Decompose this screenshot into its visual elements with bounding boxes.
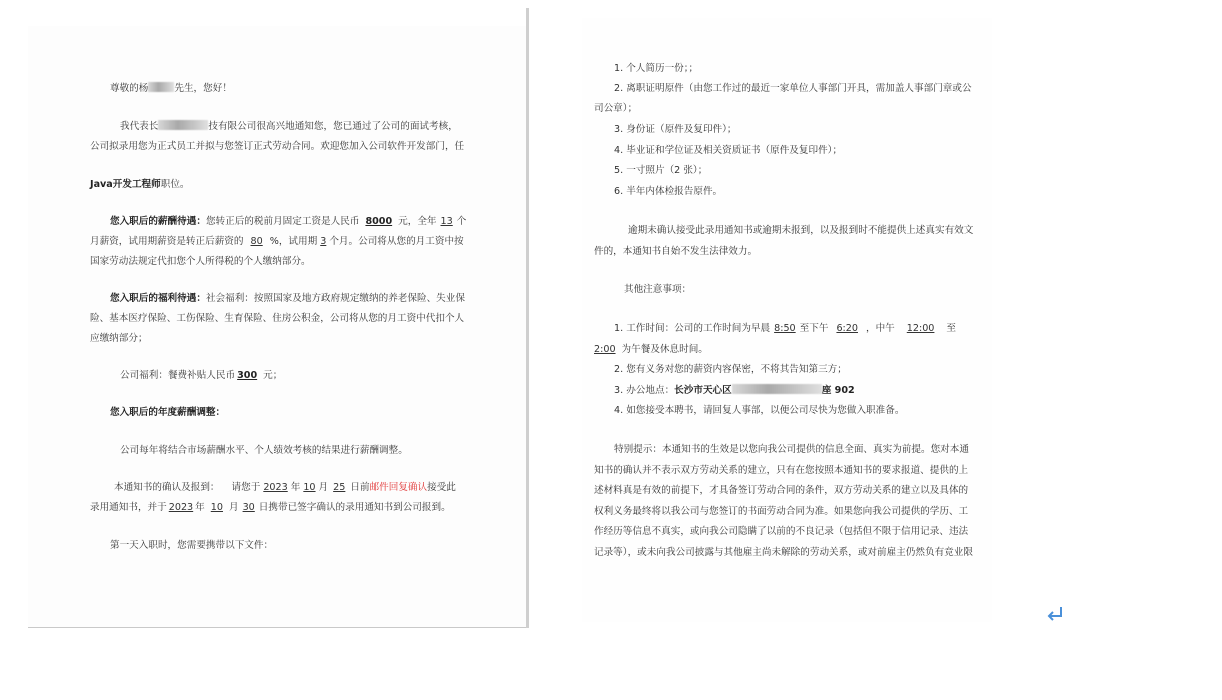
- doc-item-2-cont: 司公章）；: [594, 103, 638, 114]
- confirm-heading: 本通知书的确认及报到：: [114, 482, 220, 493]
- email-reply-confirm: 邮件回复确认: [369, 482, 428, 493]
- first-day-line: 第一天入职时，您需要携带以下文件：: [110, 540, 274, 551]
- salary-text-a: 您转正后的税前月固定工资是人民币: [205, 216, 360, 227]
- doc-item-6: 6. 半年内体检报告原件。: [614, 186, 723, 197]
- salary-text-d: 月薪资，试用期薪资是转正后薪资的: [90, 236, 244, 247]
- salary-text-e: %，试用期: [269, 236, 318, 247]
- special-line-3: 述材料真是有效的前提下，才具备签订劳动合同的条件，双方劳动关系的建立以及具体的: [594, 485, 969, 496]
- return-arrow-icon: [1044, 604, 1066, 626]
- company-welfare-line: [120, 369, 282, 382]
- job-title-suffix: 职位。: [160, 179, 190, 190]
- welfare-line-2: 险、基本医疗保险、工伤保险、生育保险、住房公积金，公司将从您的月工资中代扣个人: [90, 313, 465, 324]
- doc-item-3: 3. 身份证（原件及复印件）；: [614, 124, 737, 135]
- doc-item-4: 4. 毕业证和学位证及相关资质证书（原件及复印件）；: [614, 145, 843, 156]
- report-day: 30: [242, 502, 255, 513]
- noon-start-time: 12:00: [906, 323, 935, 334]
- end-time: 6:20: [836, 323, 858, 334]
- confidential-line: 2. 您有义务对您的薪资内容保密，不将其告知第三方；: [614, 364, 847, 375]
- meal-allowance-label: 公司福利：餐费补贴人民币: [120, 370, 236, 381]
- worktime-line-1: [614, 322, 956, 335]
- adjust-text: 公司每年将结合市场薪酬水平、个人绩效考核的结果进行薪酬调整。: [120, 445, 408, 456]
- reply-line: 4. 如您接受本聘书，请回复人事部，以便公司尽快为您做入职准备。: [614, 405, 905, 416]
- redacted-address: [732, 384, 822, 394]
- worktime-line-2: [594, 343, 708, 356]
- special-line-6: 记录等），或未向我公司披露与其他雇主尚未解除的劳动关系，或对前雇主仍然负有竞业限: [594, 547, 973, 558]
- adjust-heading: 您入职后的年度薪酬调整：: [110, 407, 226, 418]
- redacted-company: [158, 120, 208, 130]
- intro-suffix: 技有限公司很高兴地通知您，您已通过了公司的面试考核，: [208, 121, 458, 132]
- doc-item-5: 5. 一寸照片（2 张）；: [614, 165, 708, 176]
- intro-line-2: 公司拟录用您为正式员工并拟与您签订正式劳动合同。欢迎您加入公司软件开发部门，任: [90, 141, 465, 152]
- intro-prefix: 我代表长: [120, 121, 159, 132]
- report-year: 2023: [168, 502, 194, 513]
- doc-item-2: 2. 离职证明原件（由您工作过的最近一家单位人事部门开具，需加盖人事部门章或公: [614, 83, 972, 94]
- job-title: Java开发工程师: [90, 179, 161, 190]
- intro-line-1: [120, 120, 458, 133]
- salary-months: 13: [440, 216, 453, 227]
- to-afternoon: 至下午: [799, 323, 829, 334]
- salary-line-2: [90, 235, 464, 248]
- document-page-right: [582, 18, 992, 622]
- before-date-text: 日前: [350, 482, 370, 493]
- probation-months: 3: [320, 236, 327, 247]
- probation-percent: 80: [250, 236, 263, 247]
- office-label: 3. 办公地点：: [614, 385, 675, 396]
- greeting-suffix: 先生，您好！: [174, 83, 232, 94]
- worktime-label: 1. 工作时间：公司的工作时间为早晨: [614, 323, 771, 334]
- special-line-5: 作经历等信息不真实，或向我公司隐瞒了以前的不良记录（包括但不限于信用记录、违法: [594, 526, 969, 537]
- salary-text-b: 元，全年: [398, 216, 437, 227]
- overdue-line-1: 逾期未确认接受此录用通知书或逾期未报到，以及报到时不能提供上述真实有效文: [628, 225, 974, 236]
- office-line: [614, 384, 855, 397]
- special-line-1: 特别提示：本通知书的生效是以您向我公司提供的信息全面、真实为前提。您对本通: [614, 444, 969, 455]
- office-address-start: 长沙市天心区: [674, 385, 732, 396]
- salary-line-3: 国家劳动法规定代扣您个人所得税的个人缴纳部分。: [90, 256, 311, 267]
- welfare-text-1: 社会福利：按照国家及地方政府规定缴纳的养老保险、失业保: [205, 293, 465, 304]
- confirm-year: 2023: [263, 482, 288, 493]
- page-divider: [526, 8, 529, 628]
- doc-item-1: 1. 个人简历一份；；: [614, 63, 699, 74]
- noon-end-time: 2:00: [594, 344, 616, 355]
- welfare-line-3: 应缴纳部分；: [90, 333, 148, 344]
- confirm-text-b: 请您于: [231, 482, 261, 493]
- welfare-heading: 您入职后的福利待遇：: [110, 293, 206, 304]
- month-unit: 月: [318, 482, 329, 493]
- overdue-line-2: 件的，本通知书自始不发生法律效力。: [594, 246, 758, 257]
- month-unit-2: 月: [228, 502, 239, 513]
- confirm-line-2: [90, 501, 451, 514]
- report-month: 10: [210, 502, 223, 513]
- office-address-end: 座 902: [821, 385, 855, 396]
- salary-text-f: 个月。公司将从您的月工资中按: [329, 236, 464, 247]
- intro-line-3: [90, 178, 190, 191]
- start-time: 8:50: [774, 323, 796, 334]
- welfare-line-1: [110, 292, 465, 305]
- confirm-month: 10: [303, 482, 316, 493]
- year-unit: 年: [290, 482, 301, 493]
- year-unit-2: 年: [195, 502, 205, 513]
- accept-text: 接受此: [427, 482, 456, 493]
- document-page-left: [28, 26, 526, 628]
- notes-heading: 其他注意事项：: [624, 284, 692, 295]
- meal-allowance-unit: 元；: [263, 370, 283, 381]
- special-line-2: 知书的确认并不表示双方劳动关系的建立，只有在您按照本通知书的要求报道、提供的上: [594, 465, 969, 476]
- salary-heading: 您入职后的薪酬待遇：: [110, 216, 206, 227]
- salary-amount: 8000: [365, 216, 393, 227]
- confirm-day: 25: [333, 482, 346, 493]
- greeting-prefix: 尊敬的杨: [110, 83, 149, 94]
- salary-text-c: 个: [456, 216, 467, 227]
- salary-line-1: [110, 215, 466, 228]
- confirm-line-1: [114, 481, 456, 494]
- noon-label: ，中午: [865, 323, 895, 334]
- redacted-name: [148, 82, 174, 92]
- report-text-end: 日携带已签字确认的录用通知书到公司报到。: [258, 502, 451, 513]
- special-line-4: 权利义务最终将以我公司与您签订的书面劳动合同为准。如果您向我公司提供的学历、工: [594, 506, 969, 517]
- report-text: 录用通知书，并于: [90, 502, 167, 513]
- greeting-line: [110, 82, 232, 95]
- to-text: 至: [946, 323, 957, 334]
- meal-allowance-amount: 300: [237, 370, 258, 381]
- lunch-text: 为午餐及休息时间。: [621, 344, 708, 355]
